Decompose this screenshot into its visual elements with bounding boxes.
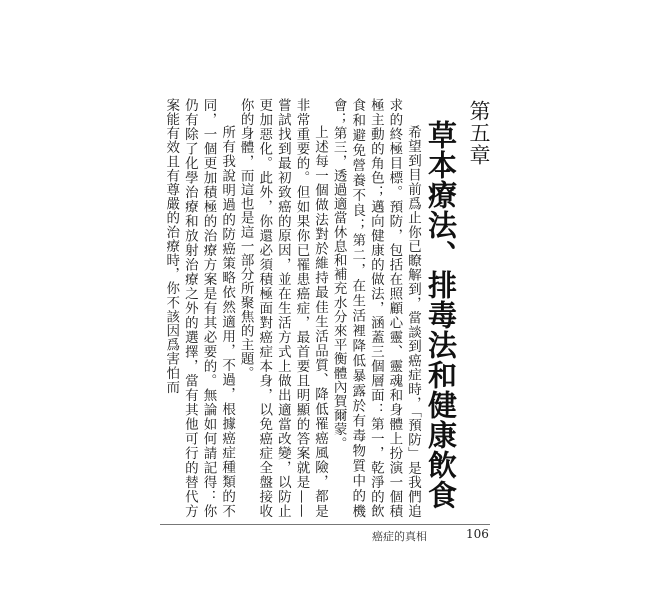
body-paragraph: 希望到目前爲止你已瞭解到，當談到癌症時，「預防」是我們追求的終極目標。預防，包括在照顧心靈、靈魂和身體上扮演一個積極主動的角色；邁向健康的做法，涵蓋三個層面：第一，乾淨的飲食和避免營養不良；第二，在生活裡降低暴露於有毒物質中的機會；第三，透過適當休息和補充水分來平衡體內賀爾蒙。 bbox=[330, 98, 421, 518]
body-text bbox=[163, 98, 422, 518]
body-paragraph: 上述每一個做法對於維持最佳生活品質、降低罹癌風險，都是非常重要的。但如果你已罹患癌症，最首要且明顯的答案就是——嘗試找到最初致癌的原因，並在生活方式上做出適當改變，以防止更加惡化。此外，你還必須積極面對癌症本身，以免癌症全盤接收你的身體，而這也是這一部分所聚焦的主題。 bbox=[237, 98, 329, 518]
body-paragraph: 所有我說明過的防癌策略依然適用，不過，根據癌症種類的不同，一個更加積極的治療方案是有其必要的。無論如何請記得：你仍有除了化學治療和放射治療之外的選擇，當有其他可行的替代方案能有效且有尊嚴的治療時，你不該因爲害怕而 bbox=[163, 98, 236, 518]
running-head: 癌症的真相 bbox=[372, 530, 427, 543]
chapter-title: 草本療法、排毒法和健康飲食 bbox=[424, 120, 458, 510]
chapter-number: 第五章 bbox=[467, 100, 491, 166]
page-number: 106 bbox=[466, 527, 489, 541]
footer-divider bbox=[160, 524, 490, 525]
